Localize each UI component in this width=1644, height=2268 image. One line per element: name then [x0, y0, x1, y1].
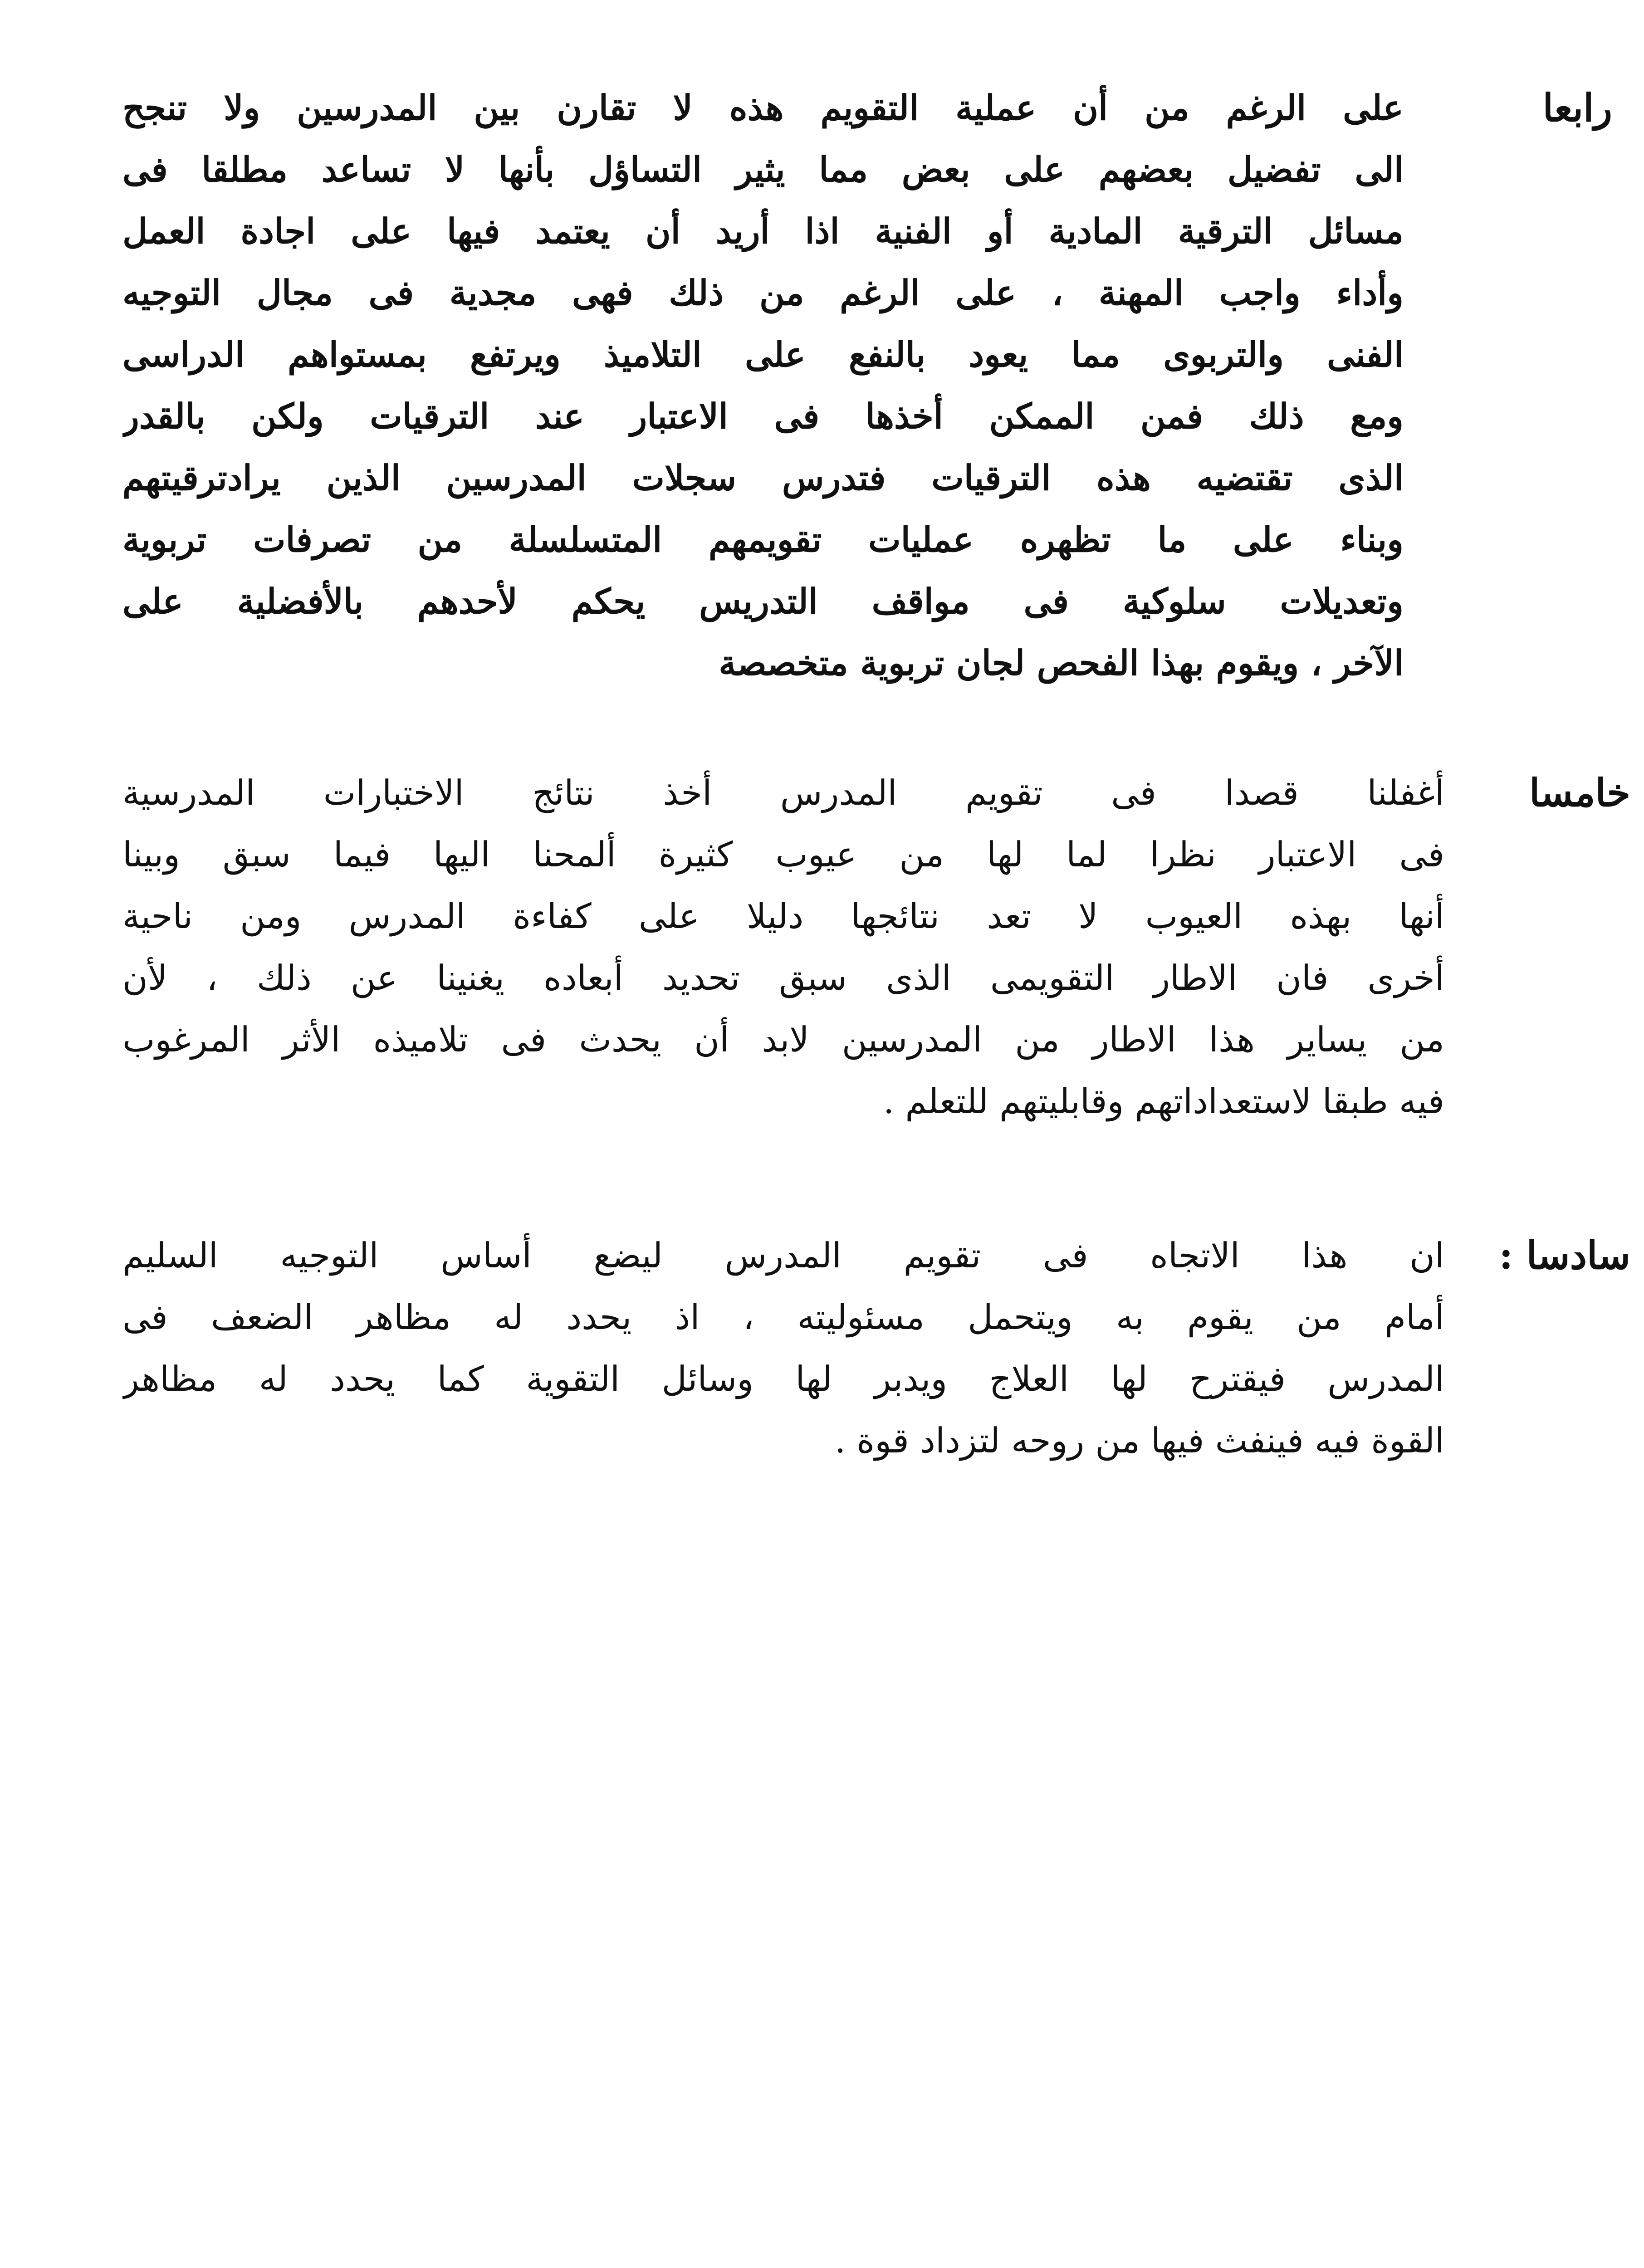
text-line: الذى تقتضيه هذه الترقيات فتدرس سجلات المدرسين الذين يرادترقيتهم	[122, 458, 1404, 498]
text-line: مسائل الترقية المادية أو الفنية اذا أريد أن يعتمد فيها على اجادة العمل	[122, 211, 1404, 251]
text-line: على الرغم من أن عملية التقويم هذه لا تقارن بين المدرسين ولا تنجح	[122, 88, 1404, 128]
text-line: وتعديلات سلوكية فى مواقف التدريس يحكم لأحدهم بالأفضلية على	[122, 581, 1404, 621]
text-line: فيه طبقا لاستعداداتهم وقابليتهم للتعلم .	[883, 1081, 1444, 1121]
text-line: أغفلنا قصدا فى تقويم المدرس أخذ نتائج الاختبارات المدرسية	[122, 772, 1444, 813]
section-label: خامسا	[1529, 770, 1630, 815]
text-line: ومع ذلك فمن الممكن أخذها فى الاعتبار عند الترقيات ولكن بالقدر	[122, 396, 1404, 436]
section-label: رابعا	[1542, 85, 1612, 130]
text-line: أخرى فان الاطار التقويمى الذى سبق تحديد أبعاده يغنينا عن ذلك ، لأن	[122, 958, 1444, 998]
text-line: من يساير هذا الاطار من المدرسين لابد أن يحدث فى تلاميذه الأثر المرغوب	[122, 1019, 1444, 1060]
text-line: ان هذا الاتجاه فى تقويم المدرس ليضع أساس التوجيه السليم	[122, 1235, 1444, 1276]
text-line: المدرس فيقترح لها العلاج ويدبر لها وسائل التقوية كما يحدد له مظاهر	[122, 1359, 1444, 1399]
text-line: وبناء على ما تظهره عمليات تقويمهم المتسلسلة من تصرفات تربوية	[122, 519, 1404, 560]
text-line: الآخر ، ويقوم بهذا الفحص لجان تربوية متخصصة	[719, 643, 1404, 683]
text-line: الى تفضيل بعضهم على بعض مما يثير التساؤل بأنها لا تساعد مطلقا فى	[122, 149, 1404, 190]
text-line: أمام من يقوم به ويتحمل مسئوليته ، اذ يحدد له مظاهر الضعف فى	[122, 1297, 1444, 1337]
text-line: أنها بهذه العيوب لا تعد نتائجها دليلا على كفاءة المدرس ومن ناحية	[122, 896, 1444, 936]
section-label: سادسا :	[1499, 1233, 1630, 1278]
text-line: وأداء واجب المهنة ، على الرغم من ذلك فهى مجدية فى مجال التوجيه	[122, 273, 1404, 313]
text-line: القوة فيه فينفث فيها من روحه لتزداد قوة .	[835, 1420, 1444, 1461]
section-body	[122, 77, 1404, 694]
section-body	[122, 1225, 1444, 1471]
text-line: فى الاعتبار نظرا لما لها من عيوب كثيرة ألمحنا اليها فيما سبق وبينا	[122, 834, 1444, 875]
section-body	[122, 762, 1444, 1132]
text-line: الفنى والتربوى مما يعود بالنفع على التلاميذ ويرتفع بمستواهم الدراسى	[122, 334, 1404, 375]
